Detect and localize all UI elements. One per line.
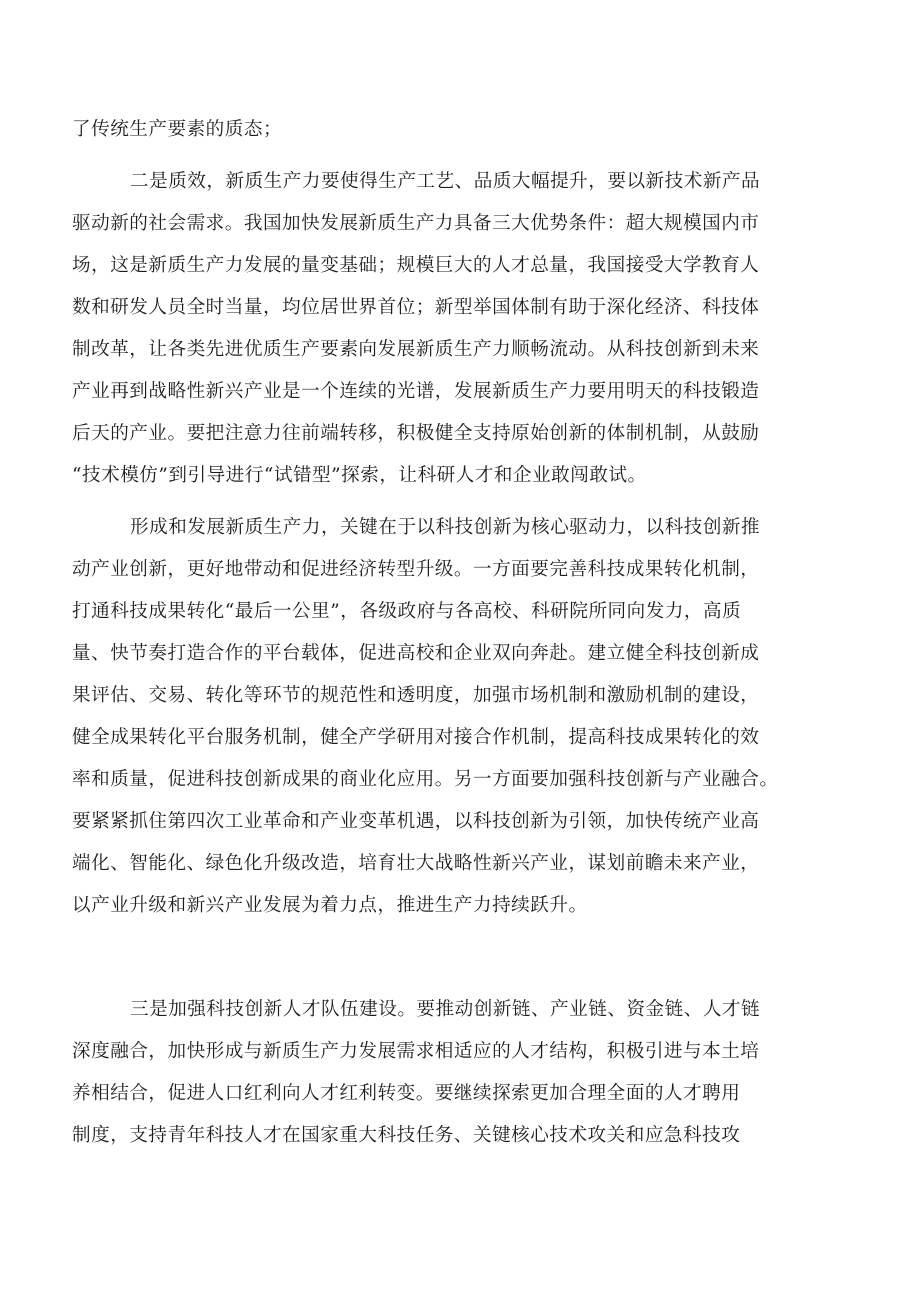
text-line: 端化、智能化、绿色化升级改造，培育壮大战略性新兴产业，谋划前瞻未来产业， <box>72 853 760 874</box>
text-line: 量、快节奏打造合作的平台载体，促进高校和企业双向奔赴。建立健全科技创新成 <box>72 643 760 664</box>
text-line: 数和研发人员全时当量，均位居世界首位；新型举国体制有助于深化经济、科技体 <box>72 297 760 318</box>
paragraph-first-line: 三是加强科技创新人才队伍建设。要推动创新链、产业链、资金链、人才链 <box>130 999 761 1020</box>
text-line: 健全成果转化平台服务机制，健全产学研用对接合作机制，提高科技成果转化的效 <box>72 727 760 748</box>
text-line: 场，这是新质生产力发展的量变基础；规模巨大的人才总量，我国接受大学教育人 <box>72 255 760 276</box>
text-line: 养相结合，促进人口红利向人才红利转变。要继续探索更加合理全面的人才聘用 <box>72 1083 741 1104</box>
text-line: “技术模仿”到引导进行“试错型”探索，让科研人才和企业敢闯敢试。 <box>72 465 647 486</box>
text-line: 驱动新的社会需求。我国加快发展新质生产力具备三大优势条件：超大规模国内市 <box>72 213 760 234</box>
paragraph-first-line: 形成和发展新质生产力，关键在于以科技创新为核心驱动力，以科技创新推 <box>130 517 761 538</box>
text-line: 要紧紧抓住第四次工业革命和产业变革机遇，以科技创新为引领，加快传统产业高 <box>72 811 760 832</box>
text-line: 制改革，让各类先进优质生产要素向发展新质生产力顺畅流动。从科技创新到未来 <box>72 339 760 360</box>
text-line: 以产业升级和新兴产业发展为着力点，推进生产力持续跃升。 <box>72 895 588 916</box>
text-line: 深度融合，加快形成与新质生产力发展需求相适应的人才结构，积极引进与本土培 <box>72 1041 760 1062</box>
text-line: 产业再到战略性新兴产业是一个连续的光谱，发展新质生产力要用明天的科技锻造 <box>72 381 760 402</box>
text-line: 打通科技成果转化“最后一公里”，各级政府与各高校、科研院所同向发力，高质 <box>72 601 742 622</box>
text-line: 率和质量，促进科技创新成果的商业化应用。另一方面要加强科技创新与产业融合。 <box>72 769 779 790</box>
text-line: 了传统生产要素的质态； <box>72 119 283 140</box>
text-line: 后天的产业。要把注意力往前端转移，积极健全支持原始创新的体制机制，从鼓励 <box>72 423 760 444</box>
text-line: 制度，支持青年科技人才在国家重大科技任务、关键核心技术攻关和应急科技攻 <box>72 1125 741 1146</box>
text-line: 果评估、交易、转化等环节的规范性和透明度，加强市场机制和激励机制的建设， <box>72 685 760 706</box>
text-line: 动产业创新，更好地带动和促进经济转型升级。一方面要完善科技成果转化机制， <box>72 559 760 580</box>
paragraph-first-line: 二是质效，新质生产力要使得生产工艺、品质大幅提升，要以新技术新产品 <box>130 171 761 192</box>
